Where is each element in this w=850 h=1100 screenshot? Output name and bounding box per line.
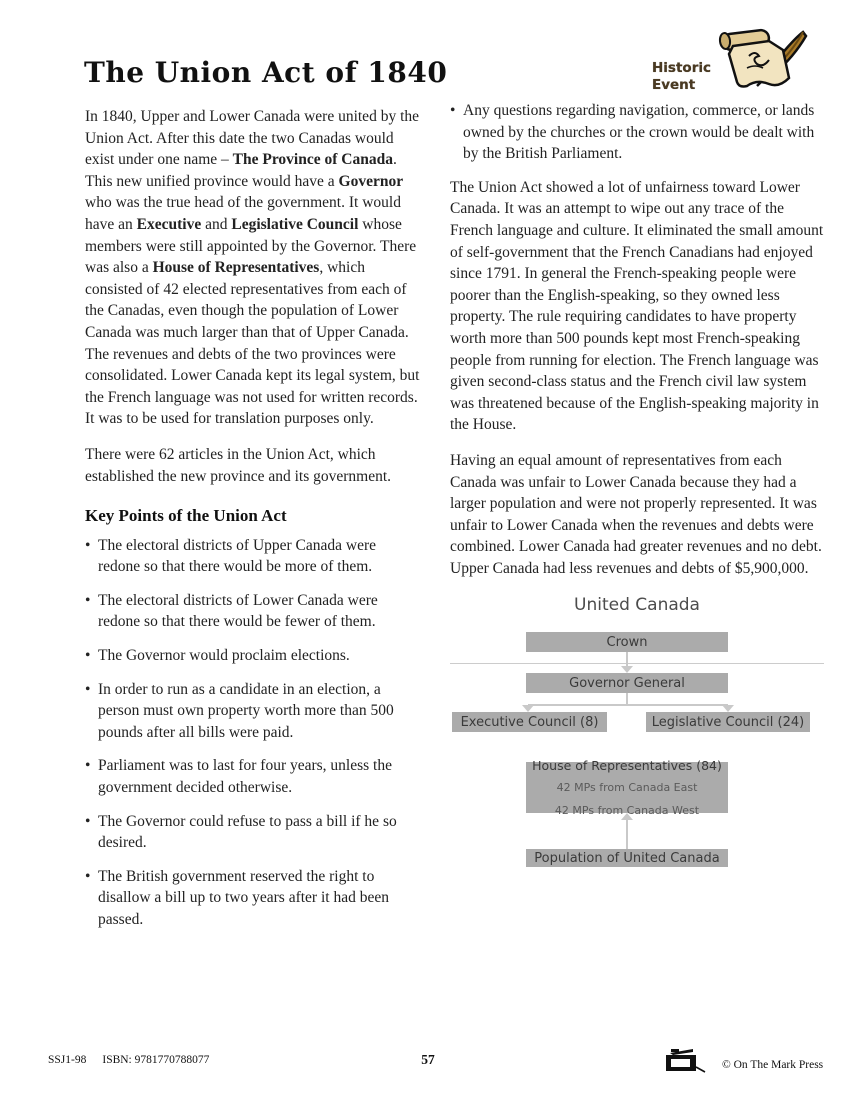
scroll-with-quill-icon — [711, 24, 815, 102]
unfairness-paragraph: The Union Act showed a lot of unfairness toward Lower Canada. It was an attempt to wipe out any trace of the French language and culture. It eliminated the small amount of self-government that the French Canadians had enjoyed since 1791. In general the French-speaking people were poorer than the English-speaking, so they owned less property. The rule requiring candidates to have property worth more than 500 pounds kept most French-speaking people from running for election. The French language was given second-class status and the French civil law system was threatened because of the English-speaking majority in the House. — [450, 178, 824, 434]
bullet-marker: • — [85, 757, 91, 775]
page-footer — [0, 1046, 850, 1080]
list-item-text: The Governor would proclaim elections. — [98, 647, 350, 665]
bullet-marker: • — [85, 591, 91, 609]
list-item-text: Any questions regarding navigation, commerce, or lands owned by the churches or the crown would be dealt with by the British Parliament. — [463, 102, 815, 163]
connector-line — [528, 704, 728, 706]
representation-paragraph: Having an equal amount of representatives from each Canada was unfair to Lower Canada because they had a larger population and were not properly represented. It was unfair to Lower Canada when the revenues and debts were combined. Lower Canada had greater revenues and no debt. Upper Canada had less revenues and debts of $5,900,000. — [450, 451, 822, 577]
publisher-credit — [662, 1046, 823, 1083]
copyright-text: © On The Mark Press — [722, 1058, 824, 1071]
house-title: House of Representatives (84) — [532, 757, 722, 773]
diagram-title: United Canada — [574, 595, 700, 616]
key-points-list — [85, 535, 422, 931]
diagram-node-population: Population of United Canada — [526, 849, 728, 867]
diagram-divider-line — [450, 663, 824, 664]
diagram-node-house-of-representatives — [526, 757, 728, 817]
list-item — [450, 100, 824, 165]
bullet-marker: • — [450, 102, 456, 119]
continued-list — [450, 100, 824, 165]
bullet-marker: • — [85, 867, 91, 885]
text-run: , which consisted of 42 elected representatives from each of the Canadas, even though the population of Lower Canada was much larger than that of Upper Canada. The revenues and debts of the two provinces were consolidated. Lower Canada kept its legal system, but the French language was not used for written records. It was to be used for translation purposes only. — [85, 259, 420, 428]
bullet-marker: • — [85, 680, 91, 698]
bullet-marker: • — [85, 536, 91, 554]
list-item — [85, 645, 422, 667]
right-column — [450, 100, 824, 871]
historic-event-line2: Event — [652, 77, 696, 93]
key-points-heading: Key Points of the Union Act — [85, 506, 287, 526]
diagram-node-crown: Crown — [526, 632, 728, 652]
list-item-text: The electoral districts of Lower Canada were redone so that there would be fewer of them. — [98, 591, 378, 631]
historic-event-badge — [652, 24, 815, 102]
isbn: ISBN: 9781770788077 — [102, 1054, 210, 1066]
left-column — [85, 106, 422, 943]
diagram-node-legislative-council: Legislative Council (24) — [646, 712, 810, 732]
diagram-node-governor-general: Governor General — [526, 673, 728, 693]
list-item — [85, 679, 422, 744]
bold-run: Executive — [136, 215, 202, 233]
bold-run: Legislative Council — [231, 215, 359, 233]
text-run: . This new unified province would have a — [85, 151, 397, 190]
footer-codes — [48, 1054, 209, 1066]
list-item — [85, 811, 422, 854]
printer-logo-icon — [662, 1046, 708, 1083]
list-item — [85, 866, 422, 931]
text-run: and — [201, 215, 232, 233]
list-item-text: The British government reserved the right to disallow a bill up to two years after it had been passed. — [98, 867, 389, 928]
bullet-marker: • — [85, 647, 91, 665]
intro-paragraph — [85, 106, 422, 430]
house-line-west: 42 MPs from Canada West — [554, 803, 700, 817]
list-item — [85, 590, 422, 633]
bold-run: Governor — [338, 172, 404, 190]
connector-line — [626, 652, 628, 667]
articles-paragraph: There were 62 articles in the Union Act, which established the new province and its government. — [85, 445, 392, 485]
list-item-text: The electoral districts of Upper Canada were redone so that there would be more of them. — [98, 536, 377, 576]
list-item — [85, 535, 422, 578]
diagram-node-executive-council: Executive Council (8) — [452, 712, 607, 732]
list-item-text: In order to run as a candidate in an election, a person must own property worth more than 500 pounds after all bills were paid. — [98, 680, 394, 741]
page-number: 57 — [421, 1052, 435, 1067]
page-title: The Union Act of 1840 — [84, 56, 448, 89]
united-canada-diagram — [450, 593, 824, 871]
historic-event-label — [652, 60, 711, 94]
list-item-text: The Governor could refuse to pass a bill if he so desired. — [98, 812, 397, 852]
house-line-east: 42 MPs from Canada East — [556, 781, 698, 795]
text-run: whose members were still appointed by the Governor. There was also a — [85, 215, 417, 277]
text-run: who was the true head of the government. It would have an — [85, 194, 401, 233]
connector-line — [626, 819, 628, 849]
historic-event-line1: Historic — [652, 60, 711, 77]
bold-run: The Province of Canada — [232, 151, 393, 169]
text-run: In 1840, Upper and Lower Canada were united by the Union Act. After this date the two Canadas would exist under one name – — [85, 108, 419, 169]
bullet-marker: • — [85, 812, 91, 830]
list-item-text: Parliament was to last for four years, unless the government decided otherwise. — [98, 757, 392, 797]
product-code: SSJ1-98 — [48, 1054, 87, 1066]
list-item — [85, 755, 422, 798]
bold-run: House of Representatives — [152, 259, 320, 277]
